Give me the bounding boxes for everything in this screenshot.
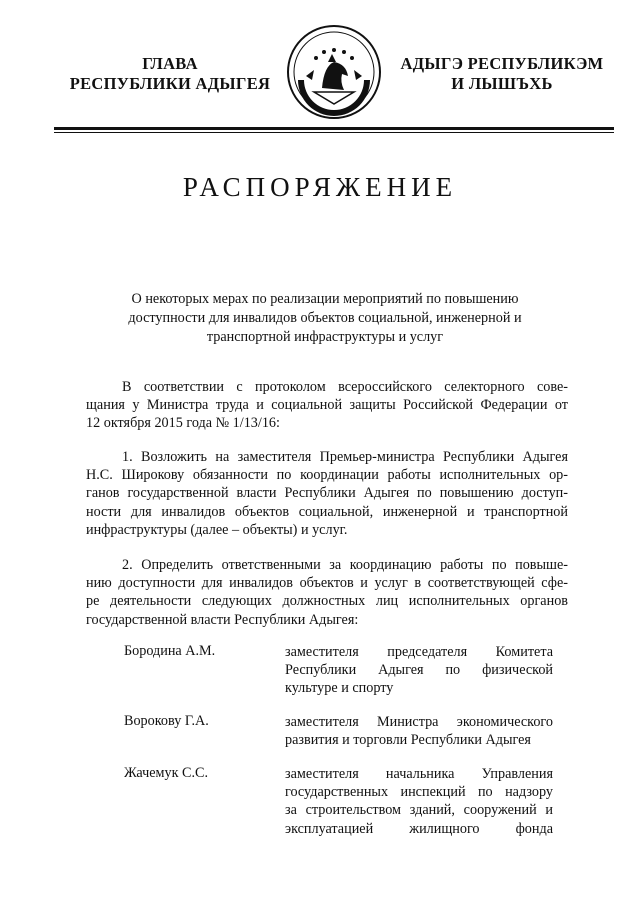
item-1-line: Н.С. Широкову обязанности по координации работы исполнительных ор-	[86, 467, 568, 484]
person-role-line: заместителя Министра экономического	[285, 714, 553, 730]
person-role-line: заместителя начальника Управления	[285, 766, 553, 782]
person-role	[285, 765, 553, 838]
item-1-line: ганов государственной власти Республики Адыгея по повышению доступ-	[86, 485, 568, 502]
item-2-line: нию доступности для инвалидов объектов и услуг в соответствующей сфе-	[86, 575, 568, 592]
item-2-paragraph	[86, 556, 568, 629]
item-2-line: ре деятельности следующих должностных лиц исполнительных органов	[86, 593, 568, 610]
person-role	[285, 643, 553, 698]
issuer-title-adyghe	[392, 54, 612, 94]
person-role-line: государственных инспекций по надзору	[285, 784, 553, 801]
issuer-title-line-2: РЕСПУБЛИКИ АДЫГЕЯ	[69, 74, 271, 93]
subject-line: транспортной инфраструктуры и услуг	[206, 329, 444, 345]
person-role-line: заместителя председателя Комитета	[285, 644, 553, 660]
preamble-line: В соответствии с протоколом всероссийского селекторного сове-	[122, 379, 568, 395]
item-1-line: инфраструктуры (далее – объекты) и услуг.	[86, 521, 348, 538]
subject-line: О некоторых мерах по реализации мероприятий по повышению	[131, 291, 519, 307]
item-1-line: 1. Возложить на заместителя Премьер-министра Республики Адыгея	[122, 449, 568, 465]
item-2-line: государственной власти Республики Адыгея:	[86, 611, 359, 628]
person-role-line: культуре и спорту	[285, 680, 394, 697]
header-divider-thin	[54, 132, 614, 133]
item-1-paragraph	[86, 448, 568, 539]
coat-of-arms-icon	[284, 22, 384, 122]
item-2-line: 2. Определить ответственными за координацию работы по повыше-	[122, 557, 568, 573]
item-1-line: ности для инвалидов объектов социальной, инженерной и транспортной	[86, 503, 568, 520]
subject-line: доступности для инвалидов объектов социальной, инженерной и	[128, 310, 522, 326]
issuer-title-adyghe-line-2: И ЛЫШЪХЬ	[451, 74, 553, 93]
person-role-line: эксплуатацией жилищного фонда	[285, 820, 553, 837]
person-role-line: Республики Адыгея по физической	[285, 662, 553, 679]
issuer-title-russian	[55, 54, 285, 94]
person-role-line: развития и торговли Республики Адыгея	[285, 732, 531, 749]
person-name: Бородина А.М.	[124, 643, 216, 659]
issuer-title-line-1: ГЛАВА	[142, 54, 198, 73]
issuer-title-adyghe-line-1: АДЫГЭ РЕСПУБЛИКЭМ	[400, 54, 604, 73]
person-role-line: за строительством зданий, сооружений и	[285, 802, 553, 819]
person-name: Ворокову Г.А.	[124, 713, 209, 729]
header-divider-thick	[54, 127, 614, 130]
document-subject	[100, 290, 550, 347]
document-title: РАСПОРЯЖЕНИЕ	[182, 172, 458, 202]
person-name: Жачемук С.С.	[124, 765, 209, 781]
preamble-paragraph	[86, 378, 568, 433]
person-role	[285, 713, 553, 749]
preamble-line: 12 октября 2015 года № 1/13/16:	[86, 415, 280, 432]
preamble-line: щания у Министра труда и социальной защиты Российской Федерации от	[86, 397, 568, 414]
